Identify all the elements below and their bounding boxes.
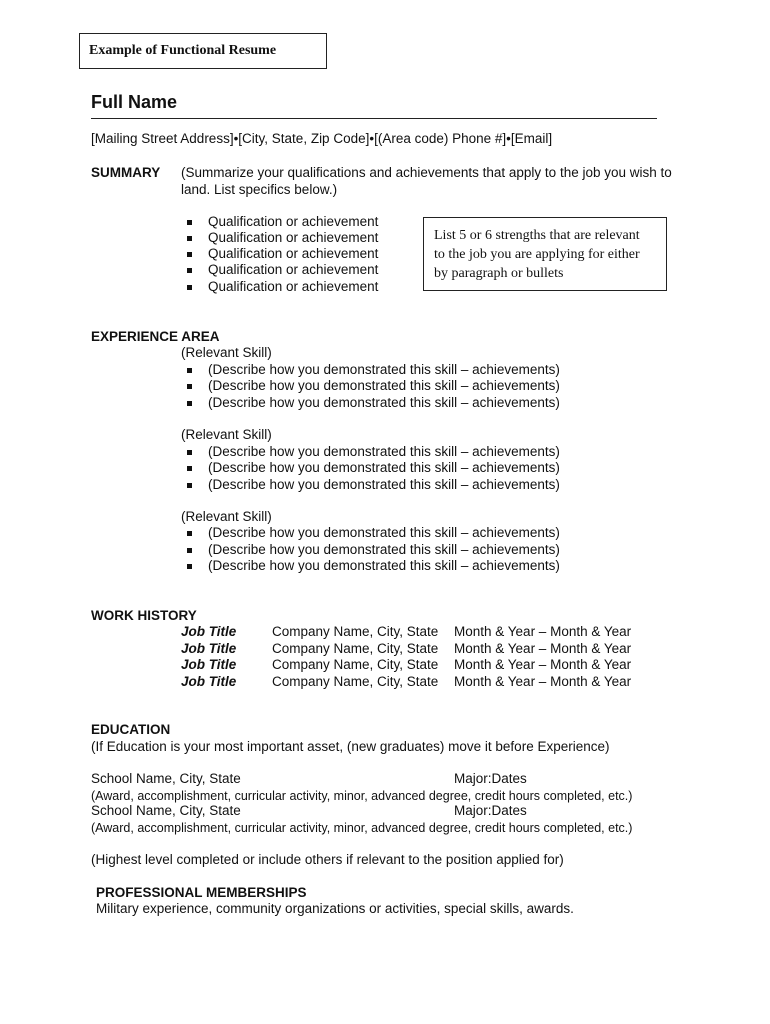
list-item: Qualification or achievement: [208, 262, 379, 277]
callout-box: [423, 217, 667, 291]
callout-line: to the job you are applying for either: [434, 247, 640, 262]
education-detail: (Award, accomplishment, curricular activity, minor, advanced degree, credit hours completed, etc.): [91, 821, 633, 835]
list-item: (Describe how you demonstrated this skill – achievements): [208, 362, 560, 377]
list-item: Qualification or achievement: [208, 246, 379, 261]
list-item: (Describe how you demonstrated this skill – achievements): [208, 444, 560, 459]
company: Company Name, City, State: [272, 657, 439, 672]
callout-line: List 5 or 6 strengths that are relevant: [434, 228, 640, 243]
list-item: (Describe how you demonstrated this skill – achievements): [208, 558, 560, 573]
name-divider: [91, 118, 657, 119]
bullet-icon: [187, 450, 192, 455]
education-note: (If Education is your most important asset, (new graduates) move it before Experience): [91, 739, 610, 754]
bullet-icon: [187, 220, 192, 225]
school-name: School Name, City, State: [91, 771, 241, 786]
dates: Month & Year – Month & Year: [454, 624, 632, 639]
bullet-icon: [187, 252, 192, 257]
contact-line: [Mailing Street Address]•[City, State, Zip Code]•[(Area code) Phone #]•[Email]: [91, 131, 553, 146]
summary-text-line1: (Summarize your qualifications and achievements that apply to the job you wish to: [181, 165, 672, 180]
bullet-icon: [187, 285, 192, 290]
summary-text-line2: land. List specifics below.): [181, 182, 338, 197]
list-item: (Describe how you demonstrated this skill – achievements): [208, 395, 560, 410]
relevant-skill: (Relevant Skill): [181, 427, 272, 442]
memberships-text: Military experience, community organizations or activities, special skills, awards.: [96, 901, 574, 916]
list-item: (Describe how you demonstrated this skill – achievements): [208, 460, 560, 475]
bullet-icon: [187, 268, 192, 273]
list-item: (Describe how you demonstrated this skill – achievements): [208, 525, 560, 540]
memberships-heading: PROFESSIONAL MEMBERSHIPS: [96, 885, 307, 900]
callout-line: by paragraph or bullets: [434, 266, 564, 281]
company: Company Name, City, State: [272, 641, 439, 656]
list-item: Qualification or achievement: [208, 214, 379, 229]
education-detail: (Award, accomplishment, curricular activity, minor, advanced degree, credit hours completed, etc.): [91, 789, 633, 803]
company: Company Name, City, State: [272, 674, 439, 689]
bullet-icon: [187, 564, 192, 569]
job-title: Job Title: [181, 657, 237, 672]
list-item: (Describe how you demonstrated this skill – achievements): [208, 477, 560, 492]
bullet-icon: [187, 548, 192, 553]
summary-label: SUMMARY: [91, 165, 161, 180]
work-history-heading: WORK HISTORY: [91, 608, 197, 623]
major-dates: Major:Dates: [454, 803, 527, 818]
example-title: Example of Functional Resume: [89, 43, 277, 58]
bullet-icon: [187, 368, 192, 373]
company: Company Name, City, State: [272, 624, 439, 639]
relevant-skill: (Relevant Skill): [181, 345, 272, 360]
list-item: Qualification or achievement: [208, 230, 379, 245]
example-title-box: [79, 33, 327, 69]
experience-heading: EXPERIENCE AREA: [91, 329, 220, 344]
list-item: Qualification or achievement: [208, 279, 379, 294]
relevant-skill: (Relevant Skill): [181, 509, 272, 524]
job-title: Job Title: [181, 624, 237, 639]
bullet-icon: [187, 531, 192, 536]
bullet-icon: [187, 466, 192, 471]
job-title: Job Title: [181, 674, 237, 689]
bullet-icon: [187, 401, 192, 406]
full-name: Full Name: [91, 92, 178, 112]
dates: Month & Year – Month & Year: [454, 641, 632, 656]
job-title: Job Title: [181, 641, 237, 656]
dates: Month & Year – Month & Year: [454, 657, 632, 672]
list-item: (Describe how you demonstrated this skill – achievements): [208, 378, 560, 393]
list-item: (Describe how you demonstrated this skill – achievements): [208, 542, 560, 557]
bullet-icon: [187, 236, 192, 241]
major-dates: Major:Dates: [454, 771, 527, 786]
school-name: School Name, City, State: [91, 803, 241, 818]
bullet-icon: [187, 483, 192, 488]
education-footer: (Highest level completed or include others if relevant to the position applied for): [91, 852, 564, 867]
dates: Month & Year – Month & Year: [454, 674, 632, 689]
bullet-icon: [187, 384, 192, 389]
education-heading: EDUCATION: [91, 722, 171, 737]
